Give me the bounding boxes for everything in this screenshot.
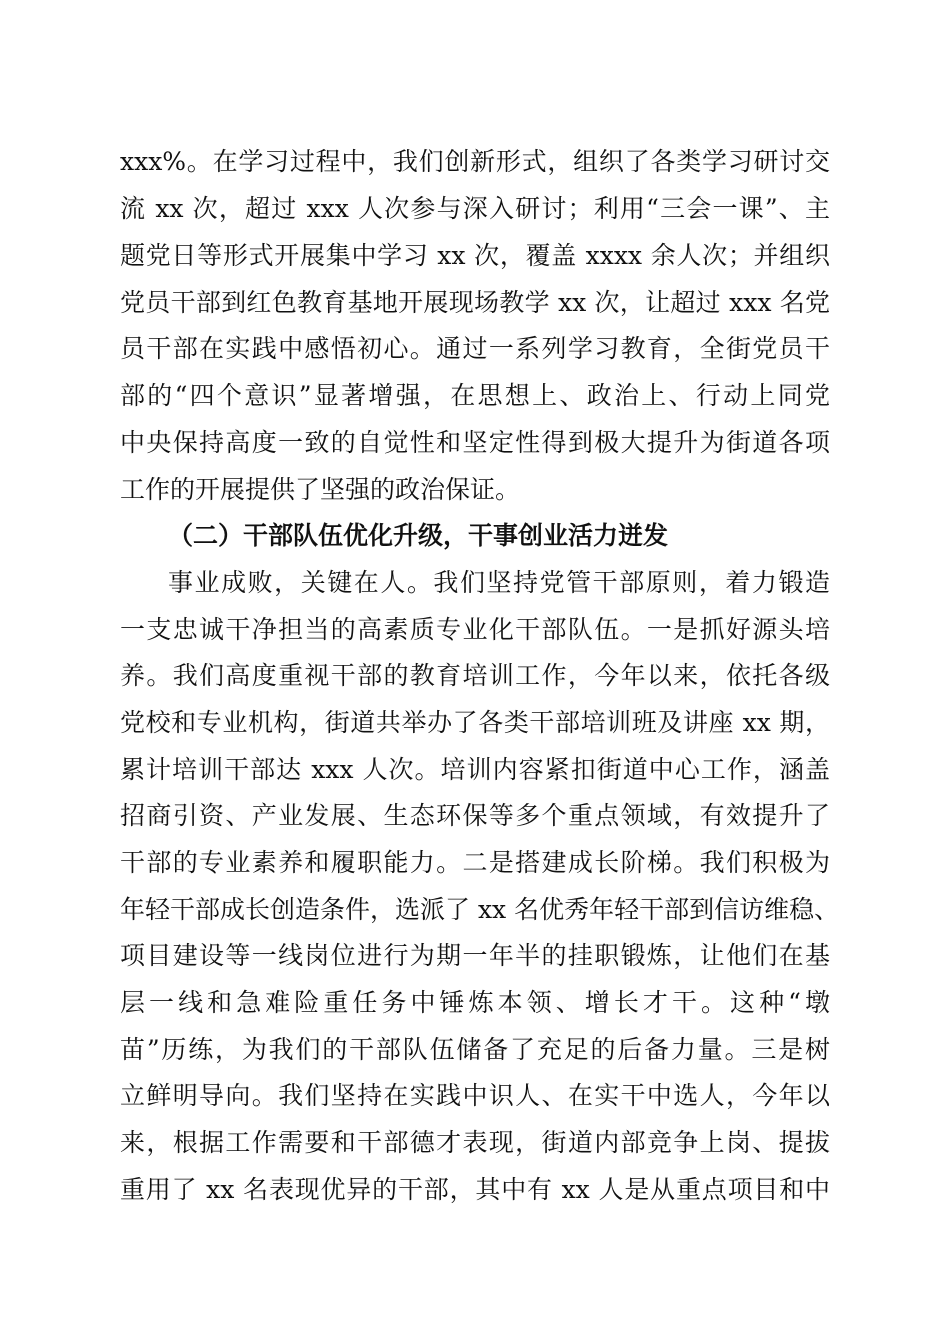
text-line: 重用了 xx 名表现优异的干部，其中有 xx 人是从重点项目和中 (120, 1175, 830, 1204)
text-line: 苗”历练，为我们的干部队伍储备了充足的后备力量。三是树 (120, 1035, 830, 1064)
text-line: 事业成败，关键在人。我们坚持党管干部原则，着力锻造 (168, 568, 830, 597)
text-line: 中央保持高度一致的自觉性和坚定性得到极大提升为街道各项 (120, 428, 830, 457)
text-line: 养。我们高度重视干部的教育培训工作，今年以来，依托各级 (120, 661, 830, 690)
text-line: 党员干部到红色教育基地开展现场教学 xx 次，让超过 xxx 名党 (120, 288, 830, 317)
text-line: 累计培训干部达 xxx 人次。培训内容紧扣街道中心工作，涵盖 (120, 755, 830, 784)
text-line: 部的“四个意识”显著增强，在思想上、政治上、行动上同党 (120, 381, 830, 410)
text-line: 年轻干部成长创造条件，选派了 xx 名优秀年轻干部到信访维稳、 (120, 895, 840, 924)
text-line: 来，根据工作需要和干部德才表现，街道内部竞争上岗、提拔 (120, 1128, 830, 1157)
section-heading: （二）干部队伍优化升级，干事创业活力迸发 (168, 521, 669, 550)
text-line: 流 xx 次，超过 xxx 人次参与深入研讨；利用“三会一课”、主 (120, 194, 830, 223)
text-line: 员干部在实践中感悟初心。通过一系列学习教育，全街党员干 (120, 334, 830, 363)
text-line: 工作的开展提供了坚强的政治保证。 (120, 475, 521, 504)
text-line: 一支忠诚干净担当的高素质专业化干部队伍。一是抓好源头培 (120, 615, 830, 644)
text-line: 题党日等形式开展集中学习 xx 次，覆盖 xxxx 余人次；并组织 (120, 241, 830, 270)
text-line: 立鲜明导向。我们坚持在实践中识人、在实干中选人，今年以 (120, 1081, 830, 1110)
text-line: xxx%。在学习过程中，我们创新形式，组织了各类学习研讨交 (120, 147, 830, 176)
text-line: 项目建设等一线岗位进行为期一年半的挂职锻炼，让他们在基 (120, 941, 830, 970)
text-line: 党校和专业机构，街道共举办了各类干部培训班及讲座 xx 期， (120, 708, 830, 737)
text-line: 层一线和急难险重任务中锤炼本领、增长才干。这种“墩 (120, 988, 830, 1017)
text-line: 招商引资、产业发展、生态环保等多个重点领域，有效提升了 (120, 801, 830, 830)
text-line: 干部的专业素养和履职能力。二是搭建成长阶梯。我们积极为 (120, 848, 830, 877)
